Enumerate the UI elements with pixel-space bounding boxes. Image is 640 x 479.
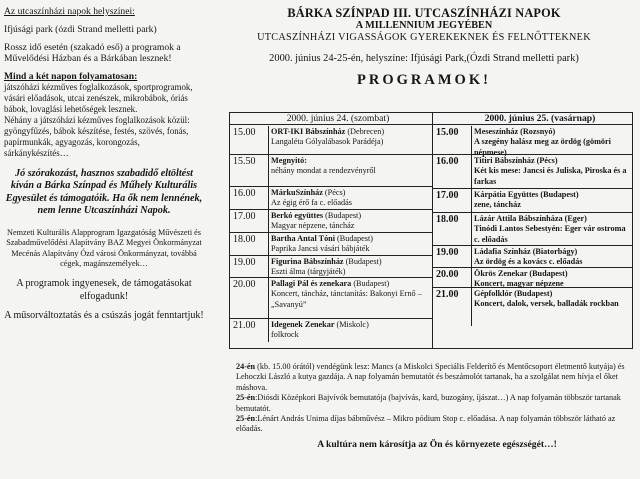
change-text: A műsorváltoztatás és a csúszás jogát fenntartjuk! (4, 310, 204, 322)
schedule-row (433, 213, 633, 246)
row-time: 20.00 (230, 278, 269, 318)
free-text: A programok ingyenesek, de támogatásokat elfogadunk! (16, 278, 192, 302)
row-description (271, 319, 430, 341)
performer-name: Pallagi Pál és zenekara (271, 279, 352, 288)
performance-text: zene, táncház (474, 200, 521, 210)
performer-name: Figurina Bábszínház (271, 257, 344, 266)
schedule-row (433, 268, 633, 288)
day1-column (230, 113, 433, 348)
performer-city: (Budapest) (343, 257, 382, 266)
note-item: 25-én:Lénárt András Unima díjas bábművész – Mikro pódium Stop c. előadása. A nap folyamán többször látható az előadás. (236, 414, 616, 434)
performance-text: néhány mondat a rendezvényről (271, 166, 376, 176)
row-description (474, 126, 631, 158)
performer-name: Lázár Attila Bábszínháza (474, 214, 563, 223)
row-description (474, 288, 631, 310)
schedule-row (433, 126, 633, 155)
performer-name: ORT-IKI Bábszínház (271, 127, 346, 136)
performer-city: (Miskolc) (334, 320, 369, 329)
performer-city: (Budapest) (335, 234, 373, 243)
programs-heading: PROGRAMOK! (357, 72, 491, 88)
row-description (271, 126, 430, 148)
performance-text: Tinódi Lantos Sebestyén: Eger vár ostroma c. előadás (474, 224, 626, 244)
performance-text: Paprika Jancsi vásári bábjáték (271, 244, 370, 254)
left-column (4, 6, 204, 330)
performer-city: (Budapest) (323, 211, 362, 220)
performer-name: Berkó együttes (271, 211, 324, 220)
wish-text: Jó szórakozást, hasznos szabadidő eltöltést kíván a Bárka Színpad és Műhely Kulturális Egyesület és támogatóik. Ha ők nem lennének, nem lenne Utcaszínházi Napok. (5, 168, 203, 217)
schedule-table (229, 112, 633, 349)
performer-city: (Pécs) (534, 156, 558, 165)
row-description (474, 155, 631, 187)
performer-name: Megnyitó: (271, 156, 307, 165)
row-description (271, 278, 430, 310)
schedule-row (433, 288, 633, 326)
row-description (271, 256, 430, 278)
row-time: 16.00 (230, 187, 269, 209)
schedule-row (230, 187, 432, 210)
venues-title: Az utcaszínházi napok helyszínei: (4, 6, 135, 17)
row-time: 19.00 (230, 256, 269, 277)
performance-text: folkrock (271, 330, 299, 340)
subtitle: A MILLENNIUM JEGYÉBEN (355, 20, 493, 31)
row-description (271, 187, 430, 209)
performer-city: (Rozsnyó) (518, 127, 556, 136)
rain-info: Rossz idő esetén (szakadó eső) a programok a Művelődési Házban és a Bárkában lesznek! (4, 42, 181, 64)
row-time: 20.00 (433, 268, 472, 287)
performance-text: Magyar népzene, táncház (271, 221, 355, 231)
performer-name: Bartha Antal Tóni (271, 234, 335, 243)
schedule-row (433, 189, 633, 213)
tagline: UTCASZÍNHÁZI VIGASSÁGOK GYEREKEKNEK ÉS FELNŐTTEKNEK (257, 32, 591, 43)
schedule-row (230, 256, 432, 278)
row-time: 21.00 (230, 319, 269, 342)
performer-name: Kárpátia Együttes (474, 190, 539, 199)
row-time: 15.50 (230, 155, 269, 186)
row-description (271, 233, 430, 255)
performer-city: (Budapest) (512, 289, 553, 298)
schedule-row (230, 278, 432, 319)
row-description (474, 246, 631, 268)
schedule-row (230, 210, 432, 233)
performance-text: Az ördög és a kovács c. előadás (474, 257, 583, 267)
performer-city: (Budapest) (527, 269, 568, 278)
both-days-text: játszóházi kézműves foglalkozások, sportprogramok, vásári előadások, utcai zenészek, mikrobábok, óriás bábok, lovaglási lehetőségek lesznek. (4, 82, 193, 114)
performance-text: Koncert, dalok, versek, balladák rockban (474, 299, 619, 309)
supporters: Nemzeti Kulturális Alapprogram Igazgatóság Művészeti és Szabadművelődési Alapítvány BAZ Megyei Önkormányzat Mecénás Alapítvány Ózd városi Önkormányzat, továbbá cégek, magánszemélyek… (6, 227, 202, 269)
row-time: 21.00 (433, 288, 472, 326)
performer-city: (Eger) (562, 214, 587, 223)
venue-main: Ifjúsági park (ózdi Strand melletti park) (4, 24, 157, 35)
schedule-row (230, 155, 432, 187)
performance-text: A szegény halász meg az ördög (gömöri népmese) (474, 137, 611, 157)
performance-text: Koncert, magyar népzene (474, 279, 564, 289)
performer-name: Gépfolklór (474, 289, 513, 298)
header (214, 6, 634, 88)
performer-name: Meseszínház (474, 127, 519, 136)
performer-name: Idegenek Zenekar (271, 320, 335, 329)
row-description (474, 268, 631, 290)
row-description (474, 213, 631, 245)
performance-text: Az égig érő fa c. előadás (271, 198, 352, 208)
schedule-row (230, 126, 432, 155)
performer-city: (Debrecen) (345, 127, 385, 136)
row-description (271, 155, 430, 177)
performer-city: (Pécs) (322, 188, 346, 197)
day2-column (433, 113, 633, 348)
performance-text: Koncert, táncház, tánctanítás: Bakonyi Ernő – „Savanyú” (271, 289, 422, 309)
row-time: 16.00 (433, 155, 472, 188)
note-item: 24-én (kb. 15.00 órától) vendégünk lesz: Mancs (a Miskolci Speciális Felderítő és Mentőcsoport életmentő kutyája) és Lehoczki László a kutya gazdája. A nap folyamán bemutatót és beszámolót tartanak, ha a szolgálat nem hívja el őket máshova. (236, 362, 625, 392)
row-time: 17.00 (230, 210, 269, 232)
performance-text: Langaléta Gólyalábasok Parádéja) (271, 137, 384, 147)
date-place: 2000. június 24-25-én, helyszíne: Ifjúsági Park,(Ózdi Strand melletti park) (269, 53, 579, 64)
row-time: 17.00 (433, 189, 472, 212)
performance-text: Eszti álma (tárgyjáték) (271, 267, 346, 277)
performer-name: Ökrös Zenekar (474, 269, 528, 278)
title: BÁRKA SZÍNPAD III. UTCASZÍNHÁZI NAPOK (287, 6, 561, 20)
performer-name: Titiri Bábszínház (474, 156, 535, 165)
day1-title: 2000. június 24. (szombat) (230, 113, 432, 125)
row-description (271, 210, 430, 232)
performer-city: (Budapest) (351, 279, 390, 288)
row-time: 18.00 (230, 233, 269, 255)
performer-name: MárkuSzínház (271, 188, 323, 197)
note-item: 25-én:Diósdi Középkori Bajvívók bemutatója (bajvívás, kard, buzogány, íjászat…) A nap folyamán többször tartanak bemutatót. (236, 393, 621, 413)
kids-text: Néhány a játszóházi kézműves foglalkozások közül: gyöngyfűzés, bábok készítése, festés, szövés, fonás, papírmunkák, agyagozás, korongozás, sárkánykészítés… (4, 115, 190, 158)
row-time: 18.00 (433, 213, 472, 245)
row-time: 15.00 (230, 126, 269, 154)
schedule-row (433, 246, 633, 268)
performer-name: Ládafia Színház (474, 247, 531, 256)
row-time: 15.00 (433, 126, 472, 154)
day2-title: 2000. június 25. (vasárnap) (433, 113, 633, 125)
both-days-title: Mind a két napon folyamatosan: (4, 71, 138, 82)
schedule-row (230, 233, 432, 256)
row-description (474, 189, 631, 211)
performer-city: (Biatorbágy) (530, 247, 578, 256)
schedule-row (230, 319, 432, 342)
performer-city: (Budapest) (538, 190, 579, 199)
notes (236, 362, 634, 435)
row-time: 19.00 (433, 246, 472, 267)
footer-slogan: A kultúra nem károsítja az Ön és környezete egészségét…! (317, 439, 557, 450)
performance-text: Két kis mese: Jancsi és Juliska, Piroska és a farkas (474, 166, 627, 186)
schedule-row (433, 155, 633, 189)
